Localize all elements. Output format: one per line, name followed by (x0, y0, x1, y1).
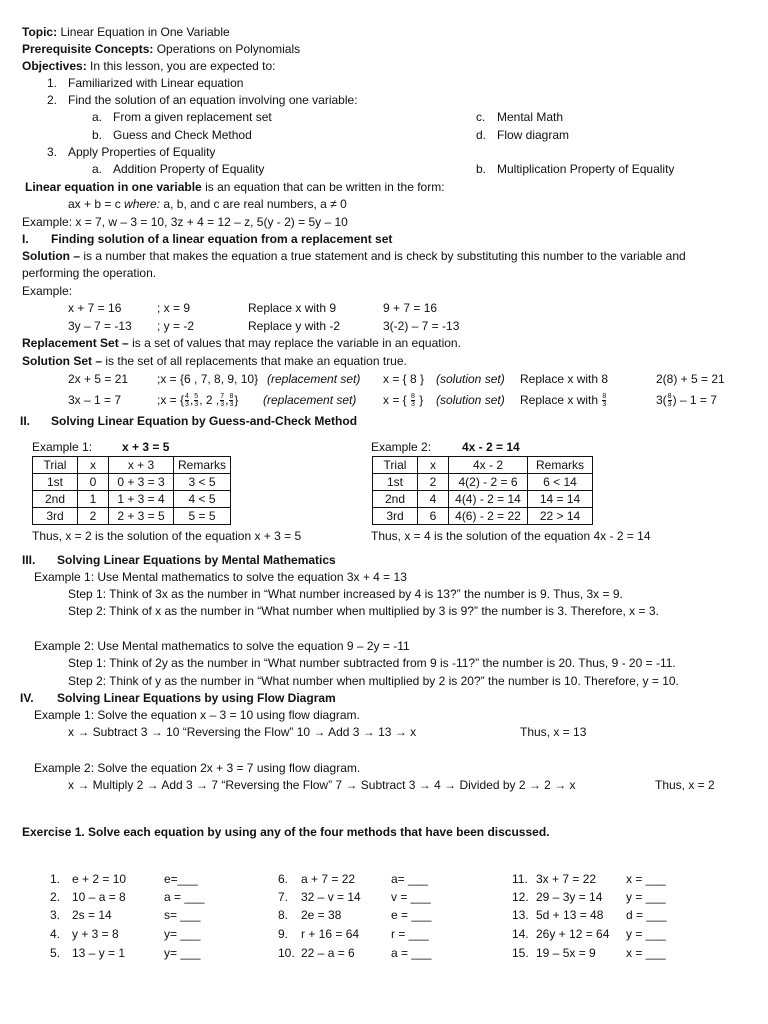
section-2-title: Solving Linear Equation by Guess-and-Check Method (51, 414, 358, 428)
table-cell: 4 (418, 491, 449, 508)
table-cell: 2nd (373, 491, 418, 508)
section-2-num: II. (20, 414, 31, 428)
definition-line (25, 180, 445, 195)
objectives-intro: In this lesson, you are expected to: (90, 59, 276, 73)
table-row (33, 491, 231, 508)
flow-example-1: Example 1: Solve the equation x – 3 = 10 using flow diagram. (34, 708, 360, 722)
guess-check-table-2 (372, 456, 593, 525)
set-ex1-solution-label: (solution set) (436, 372, 505, 386)
sub-d-text: Flow diagram (497, 128, 570, 142)
replace-ex1-value: ; x = 9 (157, 301, 191, 315)
table-cell: 3rd (373, 508, 418, 525)
exercise-equation: a + 7 = 22 (301, 872, 356, 886)
exercise-equation: 3x + 7 = 22 (536, 872, 597, 886)
table-header: x (78, 457, 109, 474)
solution-term: Solution – (22, 249, 80, 263)
step-text: Replace x with (520, 393, 599, 407)
table-header-row (33, 457, 231, 474)
exercise-equation: 2s = 14 (72, 908, 112, 922)
table-header: Trial (33, 457, 78, 474)
guess-check-table-1 (32, 456, 231, 525)
check-open: 3( (656, 393, 667, 407)
mm-example-1-step-1: Step 1: Think of 3x as the number in “What number increased by 4 is 13?” the number is 9. Thus, 3x = 9. (68, 587, 623, 601)
table-header-row (373, 457, 593, 474)
replace-ex2-check: 3(-2) – 7 = -13 (383, 319, 460, 333)
topic-text: Linear Equation in One Variable (60, 25, 230, 39)
sub-b-letter: b. (92, 128, 103, 142)
table-cell: 5 = 5 (174, 508, 231, 525)
sub-a-letter: a. (92, 110, 103, 124)
mm-example-1: Example 1: Use Mental mathematics to solve the equation 3x + 4 = 13 (34, 570, 407, 584)
fraction-4-3: $\frac{4}{3}$ (185, 393, 189, 409)
check-close: ) – 1 = 7 (672, 393, 717, 407)
mm-example-2: Example 2: Use Mental mathematics to solve the equation 9 – 2y = -11 (34, 639, 410, 653)
replacement-set-text: is a set of values that may replace the variable in an equation. (132, 336, 461, 350)
exercise-equation: r + 16 = 64 (301, 927, 360, 941)
set-ex2-open: ;x = { (157, 393, 185, 407)
objective-1-text: Familiarized with Linear equation (68, 76, 244, 90)
exercise-equation: y + 3 = 8 (72, 927, 119, 941)
table-cell: 4(6) - 2 = 22 (449, 508, 528, 525)
exercise-equation: e + 2 = 10 (72, 872, 127, 886)
gc-thus-1: Thus, x = 2 is the solution of the equation x + 3 = 5 (32, 529, 302, 543)
set-ex2-solution (383, 389, 423, 411)
exercise-num: 7. (278, 890, 289, 904)
table-cell: 4(4) - 2 = 14 (449, 491, 528, 508)
prereq-label: Prerequisite Concepts: (22, 42, 154, 56)
exercise-equation: 32 – v = 14 (301, 890, 361, 904)
section-4-title: Solving Linear Equations by using Flow Diagram (57, 691, 336, 705)
table-header: x + 3 (109, 457, 174, 474)
exercise-equation: 5d + 13 = 48 (536, 908, 604, 922)
topic-label: Topic: (22, 25, 58, 39)
table-cell: 3rd (33, 508, 78, 525)
exercise-num: 14. (512, 927, 529, 941)
solution-definition (22, 249, 686, 264)
general-form (68, 197, 347, 212)
prop-b-letter: b. (476, 162, 487, 176)
exercise-num: 8. (278, 908, 289, 922)
replace-ex2-step: Replace y with -2 (248, 319, 341, 333)
table-cell: 1st (373, 474, 418, 491)
prereq-text: Operations on Polynomials (156, 42, 301, 56)
replace-ex1-check: 9 + 7 = 16 (383, 301, 438, 315)
form-where: where: (124, 197, 161, 211)
objective-1-num: 1. (47, 76, 58, 90)
table-header: Remarks (174, 457, 231, 474)
table-cell: 2 + 3 = 5 (109, 508, 174, 525)
table-cell: 1 (78, 491, 109, 508)
sub-c-text: Mental Math (497, 110, 564, 124)
flow-example-2-result: Thus, x = 2 (655, 778, 715, 792)
section-1-num: I. (22, 232, 29, 246)
set-ex2-eq: 3x – 1 = 7 (68, 393, 122, 407)
exercise-num: 4. (50, 927, 61, 941)
set-ex1-eq: 2x + 5 = 21 (68, 372, 129, 386)
set-ex1-solution: x = { 8 } (383, 372, 425, 386)
gc-thus-2: Thus, x = 4 is the solution of the equation 4x - 2 = 14 (371, 529, 651, 543)
prop-b-text: Multiplication Property of Equality (497, 162, 675, 176)
table-header: x (418, 457, 449, 474)
exercise-num: 6. (278, 872, 289, 886)
exercise-equation: 22 – a = 6 (301, 946, 355, 960)
objectives-line (22, 59, 276, 74)
replace-ex2-eq: 3y – 7 = -13 (68, 319, 132, 333)
exercise-num: 5. (50, 946, 61, 960)
prop-a-text: Addition Property of Equality (113, 162, 265, 176)
objective-3-num: 3. (47, 145, 58, 159)
objectives-label: Objectives: (22, 59, 87, 73)
fraction-8-3-check: $\frac{8}{3}$ (667, 393, 672, 409)
section-4-num: IV. (20, 691, 34, 705)
solution-set-definition (22, 354, 407, 369)
table-row (373, 474, 593, 491)
table-cell: 22 > 14 (528, 508, 593, 525)
gc-example-2-eq: 4x - 2 = 14 (462, 440, 520, 454)
fraction-7-3: $\frac{7}{3}$ (220, 393, 225, 409)
form-equation: ax + b = c (68, 197, 121, 211)
exercise-answer[interactable]: y = ___ (626, 890, 666, 904)
replace-ex1-eq: x + 7 = 16 (68, 301, 122, 315)
replace-ex1-step: Replace x with 9 (248, 301, 337, 315)
set-ex2-mid: , 2 , (199, 393, 220, 407)
table-header: 4x - 2 (449, 457, 528, 474)
exercise-num: 13. (512, 908, 529, 922)
mm-example-2-step-2: Step 2: Think of y as the number in “What number when multiplied by 2 is 20?” the number is 10. Therefore, y = 10. (68, 674, 679, 688)
exercise-answer[interactable]: d = ___ (626, 908, 667, 922)
definition-examples: Example: x = 7, w – 3 = 10, 3z + 4 = 12 – z, 5(y - 2) = 5y – 10 (22, 215, 348, 229)
solution-text-2: performing the operation. (22, 266, 157, 280)
set-ex2-close: } (234, 393, 239, 407)
gc-example-2-label: Example 2: (371, 440, 432, 454)
mm-example-2-step-1: Step 1: Think of 2y as the number in “What number subtracted from 9 is -11?” the number is 20. Thus, 9 - 20 = -11. (68, 656, 676, 670)
exercise-num: 1. (50, 872, 61, 886)
table-cell: 0 (78, 474, 109, 491)
set-ex1-check: 2(8) + 5 = 21 (656, 372, 725, 386)
exercise-answer[interactable]: a = ___ (164, 890, 205, 904)
table-cell: 0 + 3 = 3 (109, 474, 174, 491)
table-cell: 2 (78, 508, 109, 525)
table-cell: 4(2) - 2 = 6 (449, 474, 528, 491)
exercise-num: 15. (512, 946, 529, 960)
table-header: Remarks (528, 457, 593, 474)
table-row (33, 508, 231, 525)
objective-2-text: Find the solution of an equation involving one variable: (68, 93, 358, 107)
exercise-num: 9. (278, 927, 289, 941)
exercise-num: 11. (512, 872, 528, 886)
exercise-answer[interactable]: a = ___ (391, 946, 432, 960)
prereq-line (22, 42, 300, 57)
solution-set-text: is the set of all replacements that make an equation true. (105, 354, 407, 368)
exercise-equation: 29 – 3y = 14 (536, 890, 603, 904)
set-ex2-step (520, 389, 607, 411)
exercise-num: 12. (512, 890, 529, 904)
table-cell: 6 < 14 (528, 474, 593, 491)
table-cell: 14 = 14 (528, 491, 593, 508)
fraction-5-3: $\frac{5}{3}$ (194, 393, 199, 409)
replacement-set-definition (22, 336, 461, 351)
section-3-num: III. (22, 553, 36, 567)
set-ex1-step: Replace x with 8 (520, 372, 609, 386)
form-condition: a, b, and c are real numbers, a ≠ 0 (163, 197, 347, 211)
table-row (373, 491, 593, 508)
fraction-8-3-step: $\frac{8}{3}$ (602, 393, 607, 409)
section-1-title: Finding solution of a linear equation from a replacement set (51, 232, 393, 246)
exercise-equation: 13 – y = 1 (72, 946, 126, 960)
set-ex2-replacement: ;x = { $\frac{4}{3}$ , $\frac{5}{3}$ , 2 , $\frac{7}{3}$ , $\frac{8}{3}$ } (157, 393, 239, 409)
exercise-num: 10. (278, 946, 295, 960)
exercise-num: 3. (50, 908, 61, 922)
exercise-answer[interactable]: s= ___ (164, 908, 201, 922)
exercise-answer[interactable]: x = ___ (626, 946, 666, 960)
solution-text-1: is a number that makes the equation a true statement and is check by substituting this number to the variable and (83, 249, 686, 263)
exercise-answer[interactable]: v = ___ (391, 890, 431, 904)
exercise-num: 2. (50, 890, 61, 904)
definition-term: Linear equation in one variable (25, 180, 202, 194)
replacement-set-term: Replacement Set – (22, 336, 129, 350)
exercise-answer[interactable]: r = ___ (391, 927, 429, 941)
sol-close: } (419, 393, 424, 407)
replace-ex2-value: ; y = -2 (157, 319, 195, 333)
table-cell: 2nd (33, 491, 78, 508)
set-ex1-replacement: ;x = {6 , 7, 8, 9, 10} (157, 372, 259, 386)
table-cell: 3 < 5 (174, 474, 231, 491)
exercise-answer[interactable]: y = ___ (626, 927, 666, 941)
flow-example-2-diagram: x → Multiply 2 → Add 3 → 7 “Reversing the Flow” 7 → Subtract 3 → 4 → Divided by 2 → 2 → x (68, 778, 576, 792)
topic-line (22, 25, 230, 40)
exercise-equation: 2e = 38 (301, 908, 342, 922)
table-cell: 6 (418, 508, 449, 525)
set-ex2-check (656, 389, 717, 411)
prop-a-letter: a. (92, 162, 103, 176)
solution-set-term: Solution Set – (22, 354, 103, 368)
table-row (33, 474, 231, 491)
set-ex1-replacement-label: (replacement set) (267, 372, 361, 386)
objective-3-text: Apply Properties of Equality (68, 145, 216, 159)
table-cell: 2 (418, 474, 449, 491)
table-cell: 1st (33, 474, 78, 491)
exercise-equation: 10 – a = 8 (72, 890, 126, 904)
exercise-answer[interactable]: y= ___ (164, 927, 201, 941)
gc-example-1-label: Example 1: (32, 440, 93, 454)
flow-example-1-result: Thus, x = 13 (520, 725, 587, 739)
sub-d-letter: d. (476, 128, 487, 142)
flow-example-1-diagram: x → Subtract 3 → 10 “Reversing the Flow” 10 → Add 3 → 13 → x (68, 725, 417, 739)
table-row (373, 508, 593, 525)
exercise-answer[interactable]: x = ___ (626, 872, 666, 886)
exercise-equation: 19 – 5x = 9 (536, 946, 596, 960)
sol-open: x = { (383, 393, 407, 407)
exercise-answer[interactable]: a= ___ (391, 872, 429, 886)
mm-example-1-step-2: Step 2: Think of x as the number in “What number when multiplied by 3 is 9?” the number is 3. Therefore, x = 3. (68, 604, 659, 618)
set-ex2-solution-label: (solution set) (436, 393, 505, 407)
sub-a-text: From a given replacement set (113, 110, 272, 124)
set-ex2-replacement-label: (replacement set) (263, 393, 357, 407)
fraction-8-3-sol: $\frac{8}{3}$ (411, 393, 415, 409)
table-header: Trial (373, 457, 418, 474)
table-cell: 4 < 5 (174, 491, 231, 508)
sub-b-text: Guess and Check Method (113, 128, 252, 142)
definition-text: is an equation that can be written in the form: (205, 180, 445, 194)
gc-example-1-eq: x + 3 = 5 (122, 440, 170, 454)
objective-2-num: 2. (47, 93, 58, 107)
exercise-title: Exercise 1. Solve each equation by using any of the four methods that have been discussed. (22, 825, 550, 839)
exercise-answer[interactable]: e = ___ (391, 908, 432, 922)
example-label: Example: (22, 284, 73, 298)
section-3-title: Solving Linear Equations by Mental Mathematics (57, 553, 336, 567)
sub-c-letter: c. (476, 110, 486, 124)
exercise-equation: 26y + 12 = 64 (536, 927, 610, 941)
exercise-answer[interactable]: e=___ (164, 872, 198, 886)
fraction-8-3: $\frac{8}{3}$ (229, 393, 234, 409)
table-cell: 1 + 3 = 4 (109, 491, 174, 508)
exercise-answer[interactable]: y= ___ (164, 946, 201, 960)
flow-example-2: Example 2: Solve the equation 2x + 3 = 7 using flow diagram. (34, 761, 361, 775)
